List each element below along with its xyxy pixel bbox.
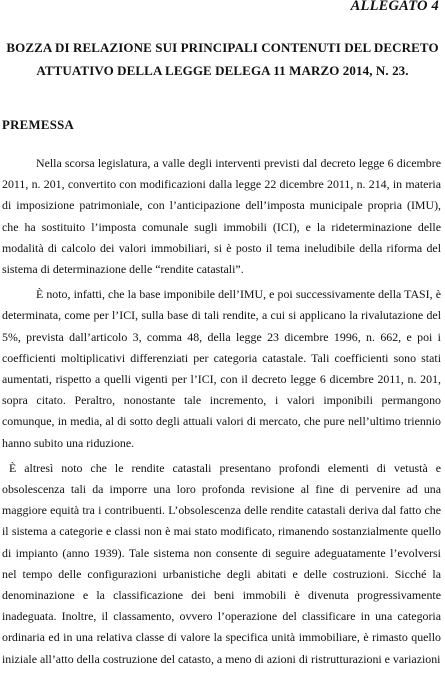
document-title-line-2: ATTUATIVO DELLA LEGGE DELEGA 11 MARZO 2014, N. 23.	[36, 63, 409, 78]
section-heading-premessa: PREMESSA	[2, 118, 75, 132]
document-title	[4, 36, 441, 82]
paragraph-3: È altresì noto che le rendite catastali presentano profondi elementi di vetustà e obsolescenza tali da imporre una loro profonda revisione al fine di pervenire ad una maggiore equità tra i contribuenti. L’obsolescenza delle rendite catastali deriva dal fatto che il sistema a categorie e classi non è mai stato modificato, rimanendo sostanzialmente quello di impianto (anno 1939). Tale sistema non consente di seguire adeguatamente l’evolversi nel tempo delle configurazioni urbanistiche degli abitati e delle costruzioni. Sicché la denominazione e la classificazione dei beni immobili è divenuta progressivamente inadeguata. Inoltre, il classamento, ovvero l’operazione del classificare in una categoria ordinaria ed in una relativa classe di valore la specifica unità immobiliare, è rimasto quello iniziale all’atto della costruzione del catasto, a meno di azioni di ristrutturazioni e variazioni	[2, 460, 441, 666]
paragraph-1: Nella scorsa legislatura, a valle degli interventi previsti dal decreto legge 6 dicembre 2011, n. 201, convertito con modificazioni dalla legge 22 dicembre 2011, n. 214, in materia di imposizione patrimoniale, con l’anticipazione dell’imposta municipale propria (IMU), che ha sostituito l’imposta comunale sugli immobili (ICI), e la rideterminazione delle modalità di calcolo dei valori immobiliari, si è posto il tema ineludibile della riforma del sistema di determinazione delle “rendite catastali”.	[2, 156, 441, 277]
document-title-line-1: BOZZA DI RELAZIONE SUI PRINCIPALI CONTENUTI DEL DECRETO	[6, 40, 439, 55]
document-body	[2, 153, 441, 674]
attachment-label: ALLEGATO 4	[350, 0, 439, 14]
paragraph-2: È noto, infatti, che la base imponibile dell’IMU, e poi successivamente della TASI, è determinata, come per l’ICI, sulla base di tali rendite, a cui si applicano la rivalutazione del 5%, prevista dall’articolo 3, comma 48, della legge 23 dicembre 1996, n. 662, e poi i coefficienti moltiplicativi differenziati per categoria catastale. Tali coefficienti sono stati aumentati, rispetto a quelli vigenti per l’ICI, con il decreto legge 6 dicembre 2011, n. 201, sopra citato. Peraltro, nonostante tale incremento, i valori imponibili permangono comunque, in media, al di sotto degli attuali valori di mercato, che pure nell’ultimo triennio hanno subito una riduzione.	[2, 287, 441, 450]
